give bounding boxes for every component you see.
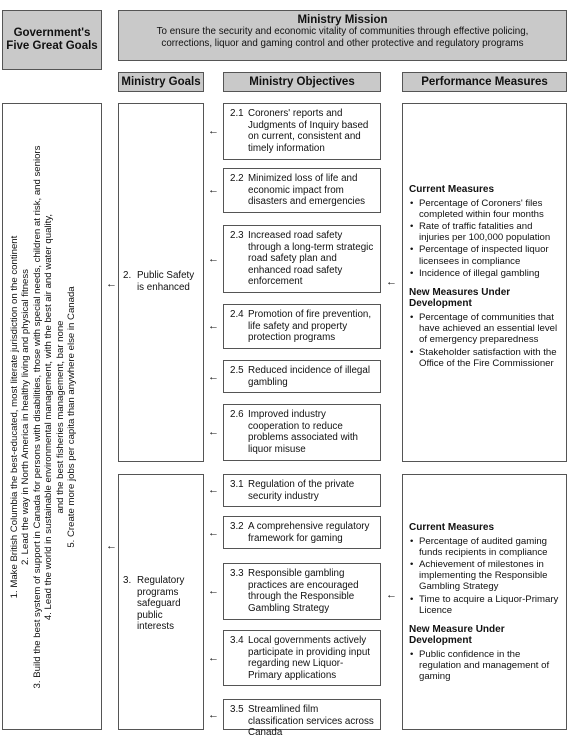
arrow-left-icon: ←	[208, 484, 219, 496]
ministry-objectives-header-text: Ministry Objectives	[249, 76, 355, 88]
objective-text: Coroners' reports and Judgments of Inquiry based on current, consistent and timely information	[248, 108, 369, 154]
objective-number: 3.2	[230, 521, 244, 532]
performance-measures-goal-3	[402, 474, 567, 730]
objective-2-3	[223, 225, 381, 293]
measure-item: • Stakeholder satisfaction with the Office of the Fire Commissioner	[409, 347, 560, 369]
ministry-mission-text: To ensure the security and economic vitality of communities through effective policing, corrections, liquor and gaming control and other protective and regulatory programs	[156, 26, 529, 49]
objective-2-5	[223, 360, 381, 393]
objective-3-5	[223, 699, 381, 739]
objective-text: Reduced incidence of illegal gambling	[248, 365, 370, 388]
objective-text: Improved industry cooperation to reduce problems associated with liquor misuse	[248, 409, 358, 455]
current-measures-heading: Current Measures	[409, 184, 495, 195]
objective-2-6	[223, 404, 381, 461]
measure-item: • Percentage of audited gaming funds recipients in compliance	[409, 536, 560, 558]
measure-item: • Achievement of milestones in implementing the Responsible Gambling Strategy	[409, 559, 560, 593]
government-goal-2: 2. Lead the way in North America in healthy living and physical fitness	[20, 269, 32, 565]
measure-item: • Percentage of inspected liquor licensees in compliance	[409, 244, 560, 266]
government-goal-4: 4. Lead the world in sustainable environmental management, with the best air and water quality,	[43, 213, 55, 621]
ministry-goals-header-text: Ministry Goals	[121, 76, 201, 88]
measure-item: • Percentage of communities that have achieved an essential level of emergency preparedness	[409, 312, 560, 346]
goal-number: 2.	[123, 270, 132, 281]
objective-text: Streamlined film classification services across Canada	[248, 704, 374, 739]
performance-measures-header	[402, 72, 567, 92]
arrow-left-icon: ←	[208, 585, 219, 597]
government-goal-3: 3. Build the best system of support in Canada for persons with disabilities, those with special needs, children at risk, and seniors	[31, 145, 43, 689]
goal-text: Public Safety is enhanced	[137, 270, 195, 293]
new-measures-heading: New Measure Under Development	[409, 623, 505, 647]
government-goal-4-continued: and the best fisheries management, bar none	[54, 320, 66, 514]
ministry-objectives-header	[223, 72, 381, 92]
arrow-left-icon: ←	[208, 426, 219, 438]
current-measures-heading: Current Measures	[409, 522, 495, 533]
objective-text: A comprehensive regulatory framework for gaming	[248, 521, 370, 544]
objective-number: 2.5	[230, 365, 244, 376]
arrow-left-icon: ←	[208, 709, 219, 721]
new-measures-list	[409, 649, 560, 683]
objective-text: Responsible gambling practices are encouraged through the Responsible Gambling Strategy	[248, 568, 359, 614]
goal-number: 3.	[123, 575, 132, 586]
measure-item: • Time to acquire a Liquor-Primary Licence	[409, 594, 560, 616]
objective-number: 2.1	[230, 108, 244, 119]
objective-3-1	[223, 474, 381, 507]
arrow-left-icon: ←	[208, 125, 219, 137]
new-measures-heading: New Measures Under Development	[409, 286, 511, 310]
performance-measures-goal-2	[402, 103, 567, 462]
measure-item: • Percentage of Coroners' files completed within four months	[409, 198, 560, 220]
objective-2-1	[223, 103, 381, 160]
objective-text: Regulation of the private security industry	[248, 479, 355, 502]
new-measures-list	[409, 312, 560, 369]
objective-number: 3.1	[230, 479, 244, 490]
ministry-goal-2-panel	[118, 103, 204, 462]
objective-number: 2.6	[230, 409, 244, 420]
measure-item: • Incidence of illegal gambling	[409, 268, 560, 279]
objective-number: 3.3	[230, 568, 244, 579]
arrow-left-icon: ←	[208, 652, 219, 664]
arrow-left-icon: ←	[208, 184, 219, 196]
objective-3-3	[223, 563, 381, 620]
objective-text: Minimized loss of life and economic impact from disasters and emergencies	[248, 173, 366, 208]
government-goals-header-text: Government's Five Great Goals	[6, 27, 98, 52]
ministry-mission-title: Ministry Mission	[297, 14, 388, 26]
government-goals-list	[9, 112, 77, 722]
arrow-left-icon: ←	[106, 540, 117, 552]
objective-3-2	[223, 516, 381, 549]
objective-3-4	[223, 630, 381, 686]
arrow-left-icon: ←	[208, 371, 219, 383]
objective-number: 2.2	[230, 173, 244, 184]
performance-measures-header-text: Performance Measures	[421, 76, 548, 88]
government-goals-panel	[2, 103, 102, 730]
arrow-left-icon: ←	[208, 253, 219, 265]
objective-number: 2.3	[230, 230, 244, 241]
measure-item: • Rate of traffic fatalities and injuries per 100,000 population	[409, 221, 560, 243]
arrow-left-icon: ←	[106, 278, 117, 290]
ministry-mission-box	[118, 10, 567, 61]
objective-text: Local governments actively participate in providing input regarding new Liquor-Primary applications	[248, 635, 370, 681]
goal-text: Regulatory programs safeguard public interests	[137, 575, 185, 633]
arrow-left-icon: ←	[208, 527, 219, 539]
ministry-goal-3-panel	[118, 474, 204, 730]
objective-2-2	[223, 168, 381, 213]
arrow-left-icon: ←	[386, 589, 397, 601]
objective-text: Promotion of fire prevention, life safety and property protection programs	[248, 309, 372, 344]
ministry-goals-header	[118, 72, 204, 92]
arrow-left-icon: ←	[386, 276, 397, 288]
government-goal-1: 1. Make British Columbia the best-educated, most literate jurisdiction on the continent	[9, 235, 20, 599]
objective-number: 2.4	[230, 309, 244, 320]
objective-2-4	[223, 304, 381, 349]
government-goal-5: 5. Create more jobs per capita than anywhere else in Canada	[66, 286, 78, 548]
current-measures-list	[409, 198, 560, 279]
measure-item: • Public confidence in the regulation and management of gaming	[409, 649, 560, 683]
arrow-left-icon: ←	[208, 320, 219, 332]
current-measures-list	[409, 536, 560, 616]
government-goals-header	[2, 10, 102, 70]
objective-number: 3.5	[230, 704, 244, 715]
objective-text: Increased road safety through a long-term strategic road safety plan and enhanced road safety enforcement	[248, 230, 374, 288]
objective-number: 3.4	[230, 635, 244, 646]
